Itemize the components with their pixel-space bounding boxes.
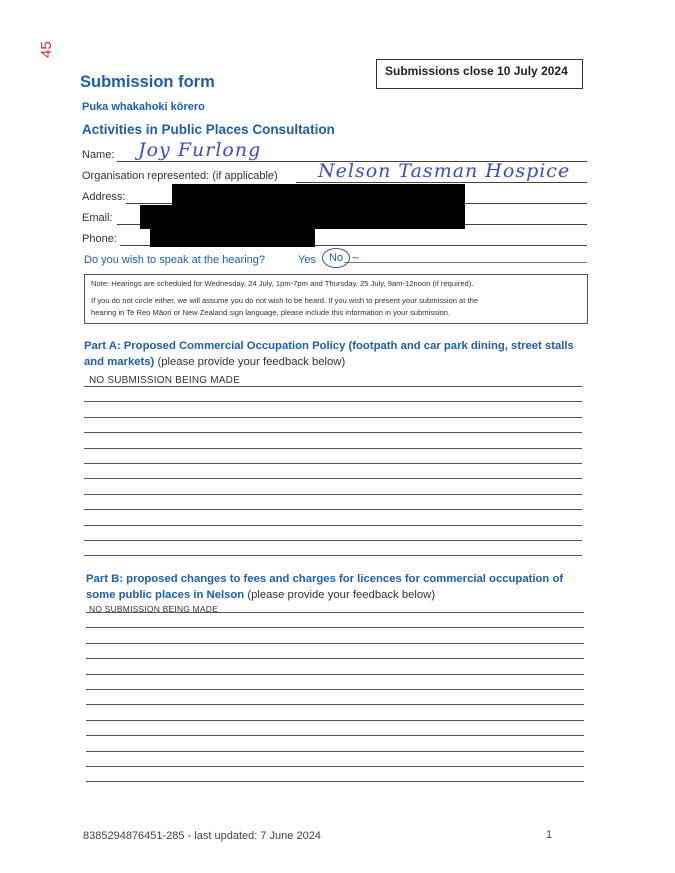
answer-line[interactable]: [84, 494, 582, 495]
phone-redaction: [150, 227, 315, 247]
part-b-response[interactable]: NO SUBMISSION BEING MADE: [89, 604, 219, 614]
name-label: Name:: [82, 149, 115, 161]
part-a-instruction: (please provide your feedback below): [157, 356, 346, 368]
org-label: Organisation represented: (if applicable): [82, 170, 278, 182]
answer-line[interactable]: [86, 735, 584, 736]
hearing-question: Do you wish to speak at the hearing?: [84, 254, 266, 266]
answer-line[interactable]: [86, 781, 584, 782]
answer-line[interactable]: [84, 463, 582, 464]
answer-line[interactable]: [84, 555, 582, 556]
answer-line[interactable]: [84, 540, 582, 541]
part-a-heading: [84, 338, 584, 370]
answer-line[interactable]: [86, 674, 584, 675]
hearing-line: [344, 262, 587, 263]
answer-line[interactable]: [84, 509, 582, 510]
answer-line[interactable]: [86, 627, 584, 628]
answer-line[interactable]: [86, 658, 584, 659]
margin-page-number: 45: [38, 41, 55, 58]
answer-line[interactable]: [84, 525, 582, 526]
page-number: 1: [546, 829, 553, 841]
part-a-response[interactable]: NO SUBMISSION BEING MADE: [89, 375, 240, 386]
answer-line[interactable]: [86, 704, 584, 705]
part-b-heading: [86, 571, 586, 603]
answer-line[interactable]: [84, 448, 582, 449]
answer-line[interactable]: [84, 417, 582, 418]
note-line-3: hearing in Te Reo Māori or New Zealand sign language, please include this information in your submission.: [91, 308, 451, 317]
note-line-1: Note: Hearings are scheduled for Wednesday, 24 July, 1pm-7pm and Thursday, 25 July, 9am-12noon (if required).: [91, 279, 474, 288]
answer-line[interactable]: [86, 643, 584, 644]
part-a-title: Part A: Proposed Commercial Occupation Policy (footpath and car park dining, street stalls and markets): [84, 340, 574, 368]
hearing-note-box: [84, 274, 588, 324]
address-label: Address:: [82, 191, 126, 203]
hearing-no-option[interactable]: No: [322, 248, 350, 268]
answer-line[interactable]: [86, 720, 584, 721]
part-b-instruction: (please provide your feedback below): [247, 589, 436, 601]
address-redaction: [172, 184, 465, 206]
note-line-2: If you do not circle either, we will assume you do not wish to be heard. If you wish to present your submission at the: [91, 296, 479, 305]
consultation-title: Activities in Public Places Consultation: [82, 122, 335, 137]
email-redaction: [140, 205, 465, 229]
answer-line[interactable]: [86, 766, 584, 767]
org-field[interactable]: Nelson Tasman Hospice: [318, 160, 571, 182]
part-b-title: Part B: proposed changes to fees and charges for licences for commercial occupation of some public places in Nelson: [86, 573, 564, 601]
answer-line[interactable]: [84, 401, 582, 402]
org-line: [296, 182, 587, 183]
name-field[interactable]: Joy Furlong: [138, 139, 262, 161]
answer-line[interactable]: [86, 689, 584, 690]
answer-line[interactable]: [86, 612, 584, 613]
answer-line[interactable]: [84, 432, 582, 433]
answer-line[interactable]: [84, 478, 582, 479]
document-reference: 8385294876451-285 - last updated: 7 June 2024: [83, 830, 321, 842]
hearing-mark: ~: [352, 251, 360, 265]
answer-line[interactable]: [84, 386, 582, 387]
form-subtitle: Puka whakahoki kōrero: [82, 101, 205, 113]
hearing-yes-option[interactable]: Yes: [298, 254, 316, 266]
email-label: Email:: [82, 212, 113, 224]
close-date-notice: Submissions close 10 July 2024: [376, 59, 583, 89]
phone-label: Phone:: [82, 233, 117, 245]
answer-line[interactable]: [86, 751, 584, 752]
form-title: Submission form: [80, 73, 215, 91]
